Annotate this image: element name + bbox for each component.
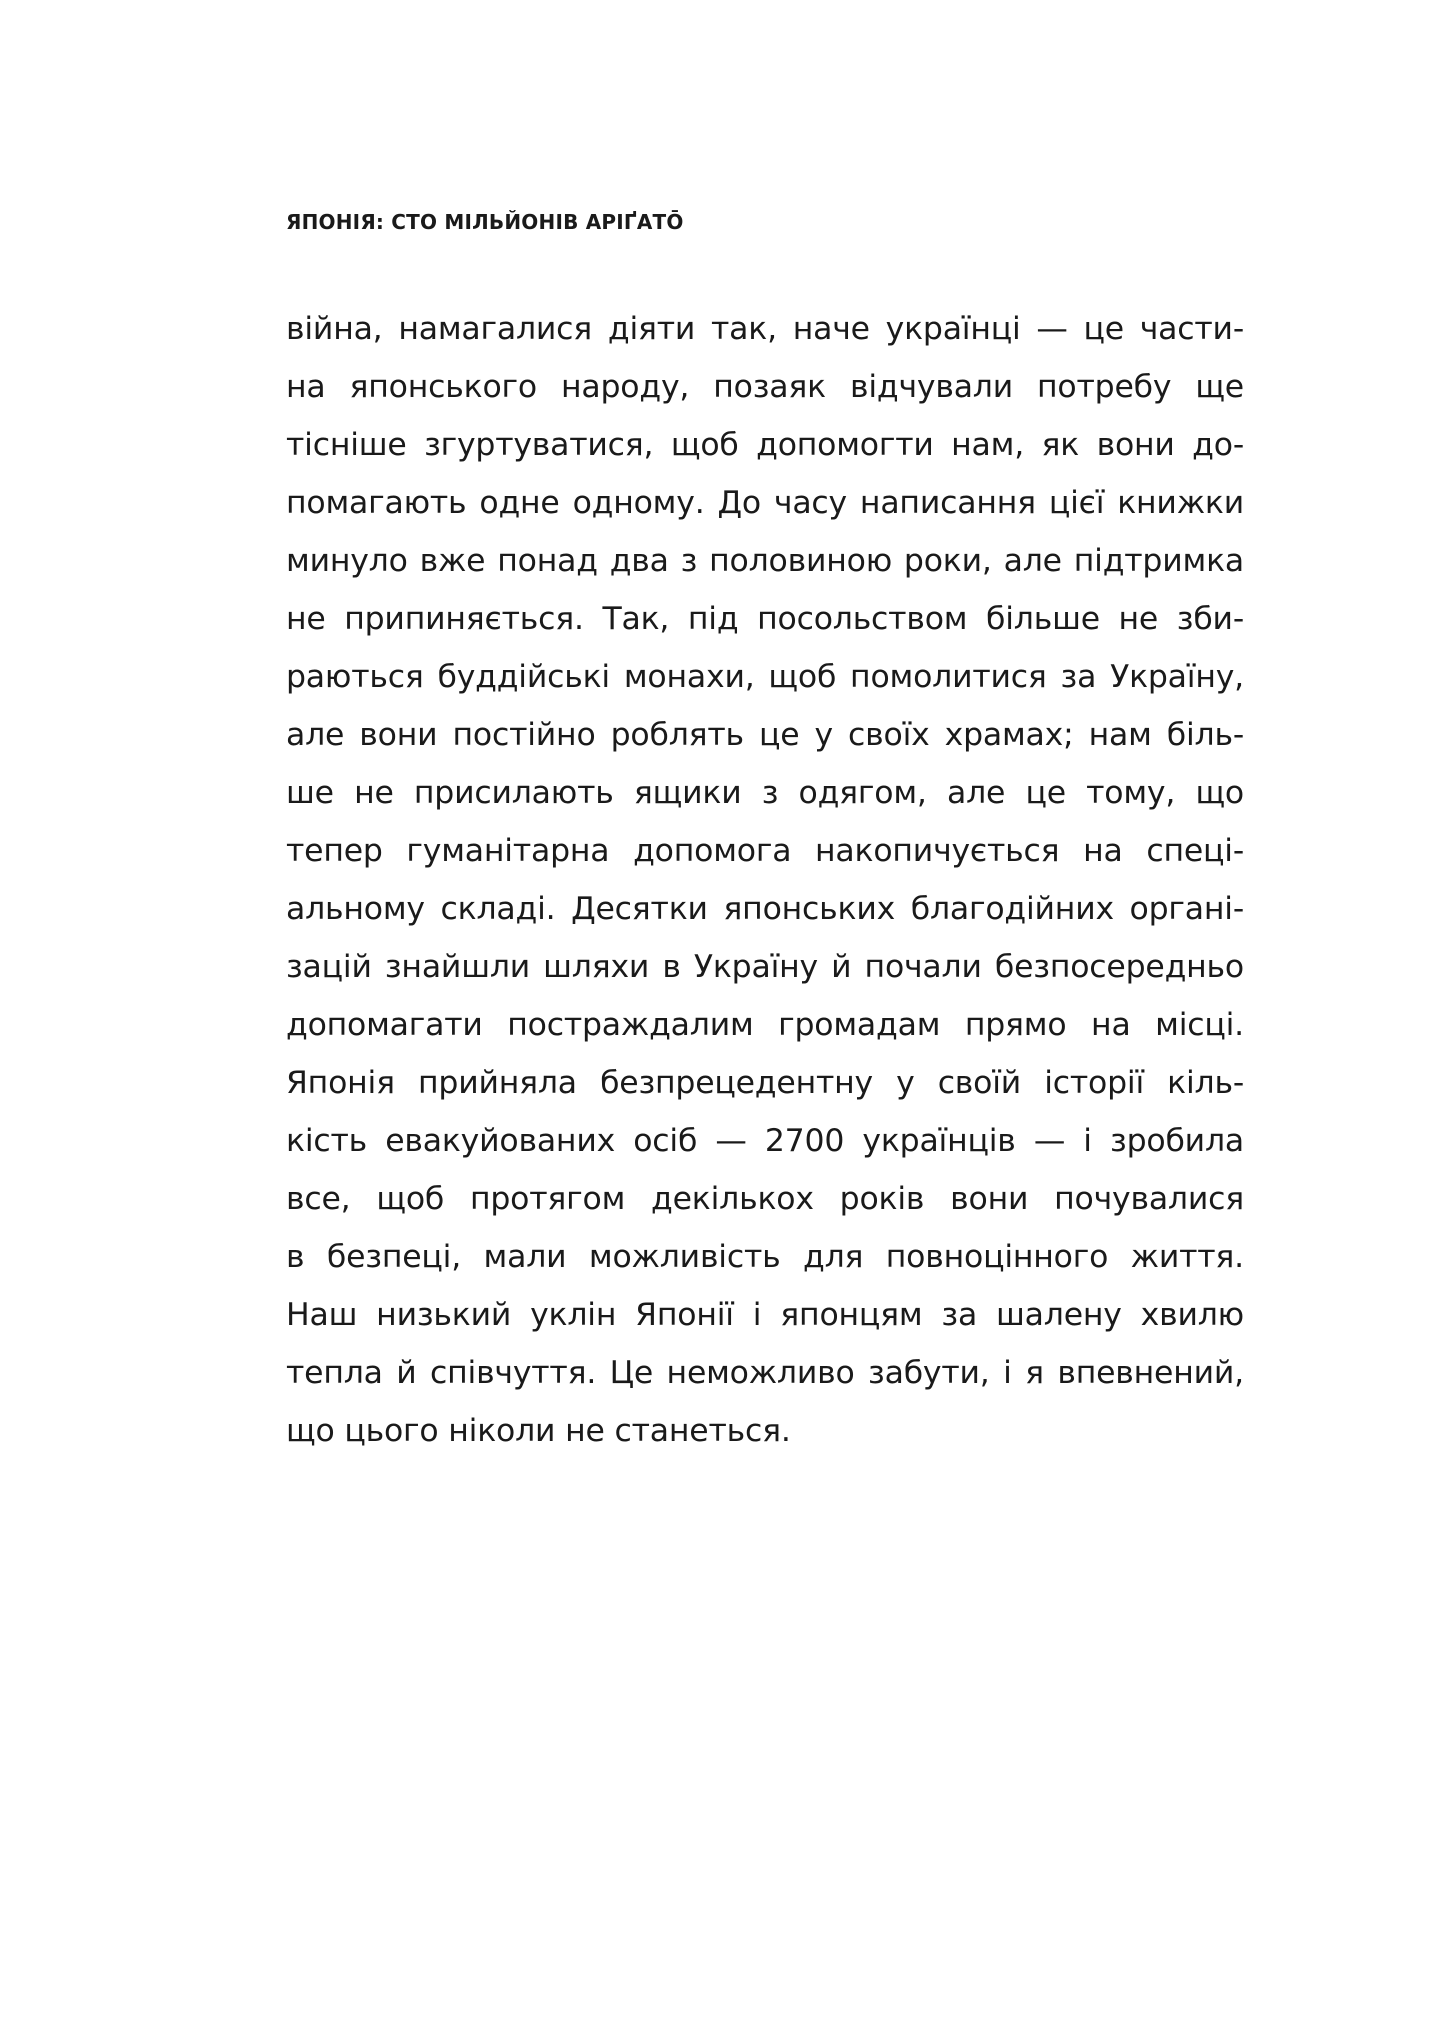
- text-line: Наш низький уклін Японії і японцям за шалену хвилю: [286, 1297, 1244, 1333]
- body-paragraph: [286, 300, 1244, 1460]
- text-line: минуло вже понад два з половиною роки, але підтримка: [286, 543, 1244, 579]
- text-line: допомагати постраждалим громадам прямо на місці.: [286, 1007, 1244, 1043]
- text-line: тепла й співчуття. Це неможливо забути, і я впевнений,: [286, 1355, 1244, 1391]
- running-header: ЯПОНІЯ: СТО МІЛЬЙОНІВ АРІҐАТŌ: [286, 210, 684, 234]
- text-line: на японського народу, позаяк відчували потребу ще: [286, 369, 1244, 405]
- text-line: в безпеці, мали можливість для повноцінного життя.: [286, 1239, 1244, 1275]
- text-line: все, щоб протягом декількох років вони почувалися: [286, 1181, 1244, 1217]
- text-line: зацій знайшли шляхи в Україну й почали безпосередньо: [286, 949, 1244, 985]
- text-line: але вони постійно роблять це у своїх храмах; нам біль-: [286, 717, 1244, 753]
- text-line: альному складі. Десятки японських благодійних органі-: [286, 891, 1244, 927]
- text-line: Японія прийняла безпрецедентну у своїй історії кіль-: [286, 1065, 1244, 1101]
- text-line: не припиняється. Так, під посольством більше не зби-: [286, 601, 1244, 637]
- text-line: тепер гуманітарна допомога накопичується на спеці-: [286, 833, 1244, 869]
- text-line: помагають одне одному. До часу написання цієї книжки: [286, 485, 1244, 521]
- text-line: війна, намагалися діяти так, наче українці — це части-: [286, 311, 1244, 347]
- text-line: ше не присилають ящики з одягом, але це тому, що: [286, 775, 1244, 811]
- text-line: що цього ніколи не станеться.: [286, 1413, 791, 1449]
- text-line: раються буддійські монахи, щоб помолитися за Україну,: [286, 659, 1244, 695]
- text-line: тісніше згуртуватися, щоб допомогти нам, як вони до-: [286, 427, 1244, 463]
- text-line: кість евакуйованих осіб — 2700 українців — і зробила: [286, 1123, 1244, 1159]
